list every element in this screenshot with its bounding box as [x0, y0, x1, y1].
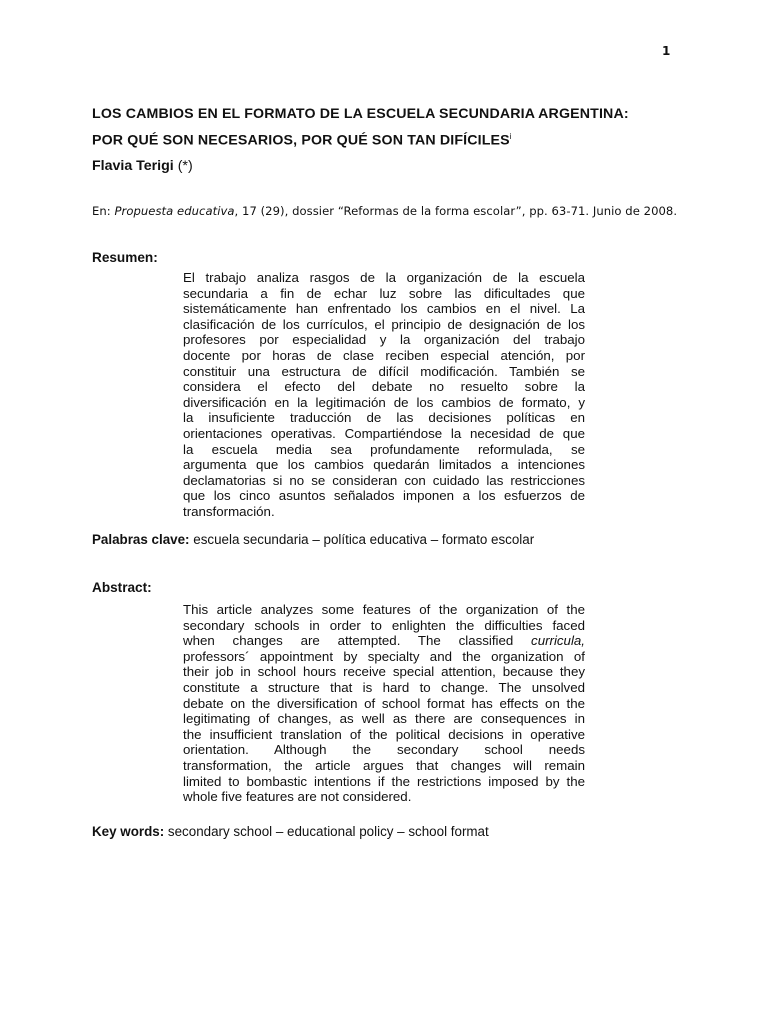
author-name: Flavia Terigi	[92, 158, 174, 174]
title-line-1: LOS CAMBIOS EN EL FORMATO DE LA ESCUELA SECUNDARIA ARGENTINA:	[92, 106, 629, 122]
citation	[92, 204, 677, 218]
resumen-line: diversificación en la legitimación de los cambios de formato, y	[183, 394, 585, 410]
abstract-heading: Abstract:	[92, 580, 152, 595]
abstract-line-3-text: when changes are attempted. The classified	[183, 633, 532, 649]
abstract-line: constitute a structure that is hard to change. The unsolved	[183, 679, 585, 695]
citation-journal: Propuesta educativa	[114, 204, 235, 218]
resumen-line: orientaciones operativas. Compartiéndose la necesidad de que	[183, 425, 585, 441]
author-note: (*)	[173, 158, 193, 174]
citation-rest: , 17 (29), dossier “Reformas de la forma escolar”, pp. 63-71. Junio de 2008.	[234, 204, 678, 218]
resumen-line: declamatorias si no se consideran con cuidado las restricciones	[183, 472, 585, 488]
resumen-heading: Resumen:	[92, 250, 158, 265]
resumen-line: constituir una estructura de difícil modificación. También se	[183, 363, 585, 379]
resumen-line: argumenta que los cambios quedarán limitados a intenciones	[183, 457, 585, 473]
resumen-line: sistemáticamente han enfrentado los cambios en el nivel. La	[183, 301, 585, 317]
resumen-line: docente por horas de clase reciben especial atención, por	[183, 347, 585, 363]
resumen-line: secundaria a fin de echar luz sobre las dificultades que	[183, 285, 585, 301]
abstract-line: debate on the diversification of school format has effects on the	[183, 695, 585, 711]
abstract-line: transformation, the article argues that changes will remain	[183, 757, 585, 773]
abstract-line: whole five features are not considered.	[183, 789, 412, 805]
resumen-line: la escuela media sea profundamente reformulada, se	[183, 441, 585, 457]
abstract-line: secondary schools in order to enlighten the difficulties faced	[183, 617, 585, 633]
abstract-line: their job in school hours receive special attention, because they	[183, 664, 585, 680]
key-words	[92, 824, 489, 839]
key-words-value: secondary school – educational policy – school format	[164, 824, 489, 839]
page-number: 1	[662, 44, 671, 58]
resumen-line: profesores por especialidad y la organización del trabajo	[183, 332, 585, 348]
abstract-line: professors´ appointment by specialty and the organization of	[183, 648, 585, 664]
abstract-body	[183, 602, 585, 805]
abstract-line	[183, 633, 585, 649]
author-line	[92, 158, 193, 174]
abstract-line: legitimating of changes, as well as there are consequences in	[183, 711, 585, 727]
palabras-clave-value: escuela secundaria – política educativa – formato escolar	[189, 532, 535, 547]
resumen-body	[183, 270, 585, 520]
resumen-line: clasificación de los currículos, el principio de designación de los	[183, 316, 585, 332]
resumen-line: El trabajo analiza rasgos de la organización de la escuela	[183, 270, 585, 285]
abstract-line: orientation. Although the secondary school needs	[183, 742, 585, 758]
abstract-line: This article analyzes some features of the organization of the	[183, 602, 585, 617]
palabras-clave	[92, 532, 534, 547]
curricula-italic: curricula,	[531, 633, 585, 649]
title-line-2	[92, 132, 512, 149]
palabras-clave-label: Palabras clave:	[92, 532, 190, 547]
key-words-label: Key words:	[92, 824, 165, 839]
title-footnote-marker[interactable]: i	[509, 132, 512, 141]
resumen-line: transformación.	[183, 503, 275, 519]
citation-prefix: En:	[92, 204, 115, 218]
title-line-2-text: POR QUÉ SON NECESARIOS, POR QUÉ SON TAN DIFÍCILES	[92, 132, 510, 149]
abstract-line: limited to bombastic intentions if the restrictions imposed by the	[183, 773, 585, 789]
resumen-line: que los cinco asuntos señalados imponen a los esfuerzos de	[183, 488, 585, 504]
resumen-line: considera el efecto del debate no resuelto sobre la	[183, 379, 585, 395]
resumen-line: la insuficiente traducción de las decisiones políticas en	[183, 410, 585, 426]
abstract-line: the insufficient translation of the political decisions in operative	[183, 726, 585, 742]
